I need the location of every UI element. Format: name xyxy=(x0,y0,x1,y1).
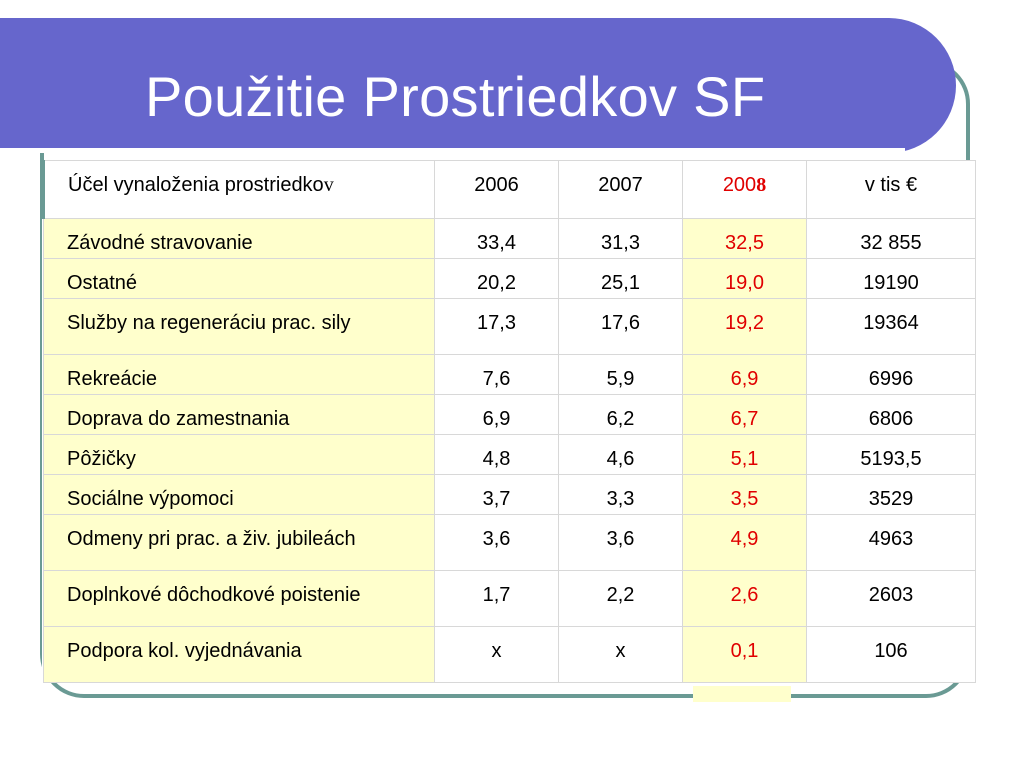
cell-2006: 33,4 xyxy=(435,219,559,259)
cell-2006: 6,9 xyxy=(435,395,559,435)
header-2006: 2006 xyxy=(435,161,559,219)
row-label: Závodné stravovanie xyxy=(44,219,435,259)
cell-amount: 6806 xyxy=(807,395,976,435)
table-row xyxy=(44,355,976,395)
cell-2008: 5,1 xyxy=(683,435,807,475)
cell-amount: 32 855 xyxy=(807,219,976,259)
cell-2007: 25,1 xyxy=(559,259,683,299)
table-row xyxy=(44,219,976,259)
cell-2008: 4,9 xyxy=(683,515,807,571)
cell-2006: 1,7 xyxy=(435,571,559,627)
row-label: Ostatné xyxy=(44,259,435,299)
table-row xyxy=(44,627,976,683)
cell-2008: 0,1 xyxy=(683,627,807,683)
table-row xyxy=(44,395,976,435)
cell-amount: 19364 xyxy=(807,299,976,355)
cell-2007: 5,9 xyxy=(559,355,683,395)
cell-amount: 6996 xyxy=(807,355,976,395)
row-label: Služby na regeneráciu prac. sily xyxy=(44,299,435,355)
cell-amount: 4963 xyxy=(807,515,976,571)
header-purpose xyxy=(44,161,435,219)
cell-2007: x xyxy=(559,627,683,683)
cell-2007: 3,3 xyxy=(559,475,683,515)
cell-2006: 4,8 xyxy=(435,435,559,475)
slide-title: Použitie Prostriedkov SF xyxy=(145,65,766,128)
cell-amount: 5193,5 xyxy=(807,435,976,475)
column-highlight-tab xyxy=(693,686,791,702)
row-label: Doplnkové dôchodkové poistenie xyxy=(44,571,435,627)
header-amount: v tis € xyxy=(807,161,976,219)
table-row xyxy=(44,515,976,571)
table-row xyxy=(44,259,976,299)
header-2008-tail: 8 xyxy=(756,174,767,196)
cell-amount: 2603 xyxy=(807,571,976,627)
cell-2008: 19,0 xyxy=(683,259,807,299)
cell-2007: 6,2 xyxy=(559,395,683,435)
header-2007: 2007 xyxy=(559,161,683,219)
table-header-row xyxy=(44,161,976,219)
table-row xyxy=(44,475,976,515)
cell-2006: 20,2 xyxy=(435,259,559,299)
header-2008-text: 200 xyxy=(722,174,757,196)
title-banner xyxy=(0,18,956,153)
cell-2008: 6,9 xyxy=(683,355,807,395)
cell-2008: 6,7 xyxy=(683,395,807,435)
cell-2008: 2,6 xyxy=(683,571,807,627)
row-label: Podpora kol. vyjednávania xyxy=(44,627,435,683)
cell-amount: 19190 xyxy=(807,259,976,299)
cell-2007: 17,6 xyxy=(559,299,683,355)
cell-amount: 3529 xyxy=(807,475,976,515)
header-purpose-text: Účel vynaloženia prostriedko xyxy=(68,174,324,196)
fund-usage-table xyxy=(42,160,976,683)
table-row xyxy=(44,435,976,475)
cell-2008: 19,2 xyxy=(683,299,807,355)
table-row xyxy=(44,571,976,627)
row-label: Odmeny pri prac. a živ. jubileách xyxy=(44,515,435,571)
cell-2007: 3,6 xyxy=(559,515,683,571)
row-label: Pôžičky xyxy=(44,435,435,475)
cell-2006: 17,3 xyxy=(435,299,559,355)
cell-2007: 2,2 xyxy=(559,571,683,627)
cell-2006: 3,7 xyxy=(435,475,559,515)
row-label: Rekreácie xyxy=(44,355,435,395)
title-underline xyxy=(0,148,905,153)
cell-2006: 7,6 xyxy=(435,355,559,395)
cell-2006: x xyxy=(435,627,559,683)
row-label: Doprava do zamestnania xyxy=(44,395,435,435)
cell-2008: 3,5 xyxy=(683,475,807,515)
cell-2008: 32,5 xyxy=(683,219,807,259)
cell-2006: 3,6 xyxy=(435,515,559,571)
header-purpose-tail: v xyxy=(323,174,334,196)
cell-2007: 31,3 xyxy=(559,219,683,259)
cell-2007: 4,6 xyxy=(559,435,683,475)
table-row xyxy=(44,299,976,355)
header-2008 xyxy=(683,161,807,219)
cell-amount: 106 xyxy=(807,627,976,683)
row-label: Sociálne výpomoci xyxy=(44,475,435,515)
